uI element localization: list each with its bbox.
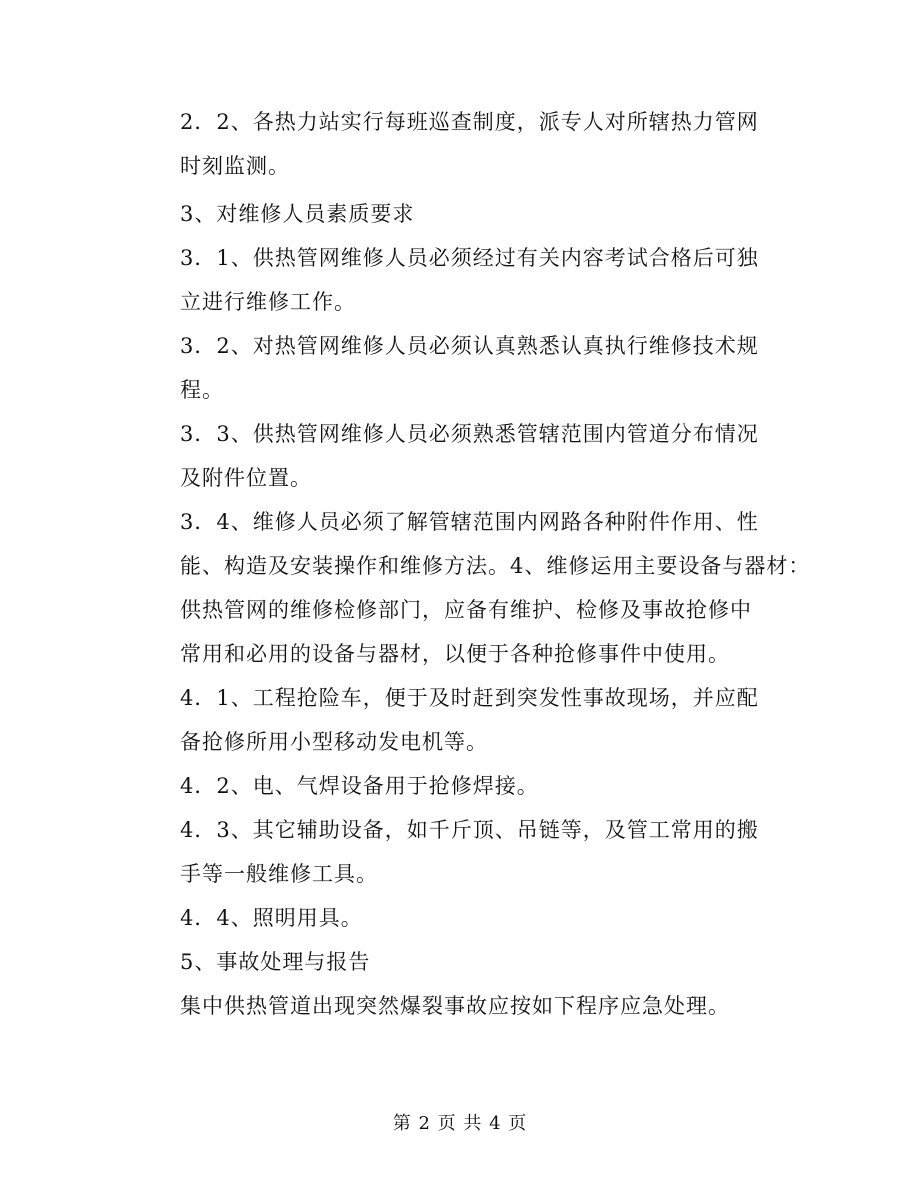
paragraph-3-3-line-1: 3．3、供热管网维修人员必须熟悉管辖范围内管道分布情况 (180, 422, 759, 446)
paragraph-3-1-line-1: 3．1、供热管网维修人员必须经过有关内容考试合格后可独 (180, 246, 759, 270)
page-number-footer: 第 2 页 共 4 页 (392, 1113, 528, 1134)
paragraph-5-body: 集中供热管道出现突然爆裂事故应按如下程序应急处理。 (180, 994, 730, 1018)
paragraph-4-1-line-2: 备抢修所用小型移动发电机等。 (180, 730, 488, 754)
paragraph-3-3-line-2: 及附件位置。 (180, 466, 312, 490)
paragraph-4-3-line-1: 4．3、其它辅助设备，如千斤顶、吊链等，及管工常用的搬 (180, 818, 759, 842)
paragraph-4-2: 4．2、电、气焊设备用于抢修焊接。 (180, 774, 539, 798)
paragraph-3-4-line-2: 能、构造及安装操作和维修方法。4、维修运用主要设备与器材： (180, 554, 811, 578)
paragraph-4-3-line-2: 手等一般维修工具。 (180, 862, 378, 886)
paragraph-3-2-line-2: 程。 (180, 378, 224, 402)
paragraph-4-1-line-1: 4．1、工程抢险车，便于及时赶到突发性事故现场，并应配 (180, 686, 759, 710)
paragraph-4-intro-line-2: 常用和必用的设备与器材，以便于各种抢修事件中使用。 (180, 642, 730, 666)
paragraph-3-4-line-1: 3．4、维修人员必须了解管辖范围内网路各种附件作用、性 (180, 510, 759, 534)
paragraph-4-4: 4．4、照明用具。 (180, 906, 363, 930)
section-3-heading: 3、对维修人员素质要求 (180, 202, 415, 226)
section-5-heading: 5、事故处理与报告 (180, 950, 371, 974)
paragraph-2-2-line-2: 时刻监测。 (180, 154, 290, 178)
paragraph-2-2-line-1: 2．2、各热力站实行每班巡查制度，派专人对所辖热力管网 (180, 110, 759, 134)
paragraph-3-2-line-1: 3．2、对热管网维修人员必须认真熟悉认真执行维修技术规 (180, 334, 759, 358)
paragraph-4-intro-line-1: 供热管网的维修检修部门，应备有维护、检修及事故抢修中 (180, 598, 752, 622)
paragraph-3-1-line-2: 立进行维修工作。 (180, 290, 356, 314)
